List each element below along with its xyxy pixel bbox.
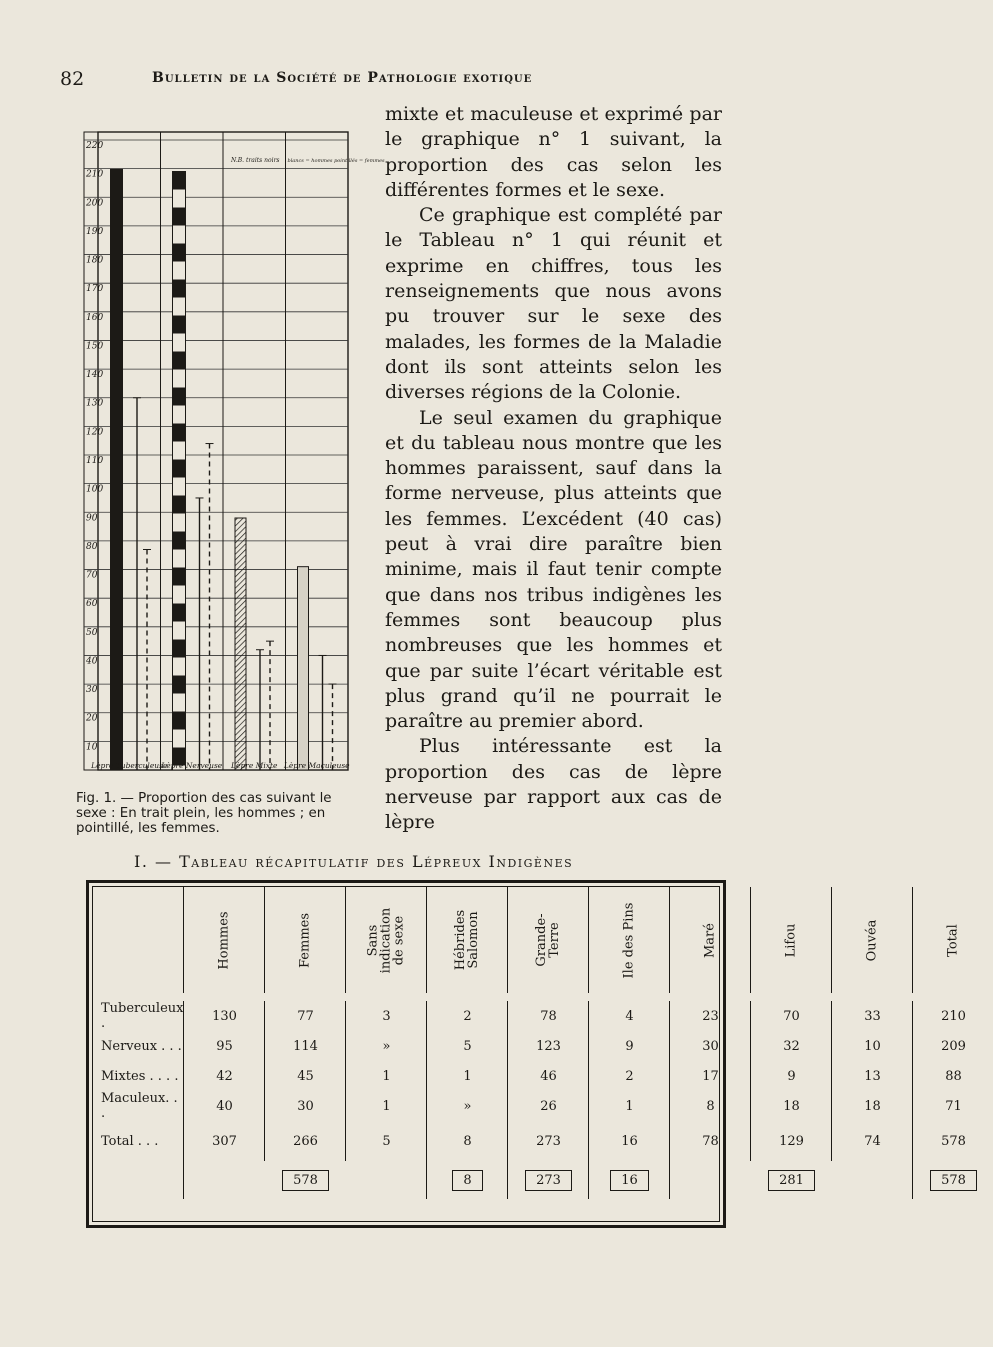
table-cell: 71 xyxy=(913,1091,993,1121)
y-tick-label: 180 xyxy=(86,255,104,266)
y-tick-label: 200 xyxy=(86,198,104,209)
col-header xyxy=(265,887,346,993)
y-tick-label: 50 xyxy=(86,627,98,638)
table-cell: 9 xyxy=(589,1031,670,1061)
table-cell: 16 xyxy=(589,1121,670,1161)
col-header-label: Ile des Pins xyxy=(621,902,637,978)
col-header xyxy=(589,887,670,993)
y-tick-label: 190 xyxy=(86,226,104,237)
subtotal-cell xyxy=(184,1161,427,1199)
total-bar-segment xyxy=(173,280,186,298)
category-label: Lèpre Nerveuse xyxy=(161,761,223,770)
y-tick-label: 220 xyxy=(86,141,104,151)
total-bar xyxy=(110,169,123,770)
table-cell: 8 xyxy=(427,1121,508,1161)
row-label: Mixtes . . . . xyxy=(101,1068,179,1084)
subtotal-value: 16 xyxy=(610,1170,649,1191)
y-tick-label: 40 xyxy=(86,656,98,667)
col-header xyxy=(832,887,913,993)
table-cell: 9 xyxy=(751,1061,832,1091)
table-cell: » xyxy=(427,1091,508,1121)
table-cell: 210 xyxy=(913,1001,993,1031)
total-bar-segment xyxy=(173,352,186,370)
total-bar xyxy=(235,518,246,770)
table-cell: 266 xyxy=(265,1121,346,1161)
table-cell: 42 xyxy=(184,1061,265,1091)
y-tick-label: 120 xyxy=(86,427,104,438)
table-cell: 18 xyxy=(751,1091,832,1121)
subtotal-value: 8 xyxy=(452,1170,482,1191)
table-cell: 5 xyxy=(427,1031,508,1061)
total-row xyxy=(93,1121,993,1161)
row-label-header xyxy=(93,887,184,993)
table-cell: 2 xyxy=(589,1061,670,1091)
y-tick-label: 20 xyxy=(86,713,98,724)
total-bar-segment xyxy=(173,208,186,226)
total-bar-segment xyxy=(173,676,186,694)
table-cell: 70 xyxy=(751,1001,832,1031)
col-header-label: Grande-Terre xyxy=(534,913,563,967)
col-header-label: Sans indication de sexe xyxy=(365,907,407,973)
subtotal-cell xyxy=(670,1161,913,1199)
table-cell: 33 xyxy=(832,1001,913,1031)
category-label: Lèpre Maculeuse xyxy=(283,761,350,770)
table-cell: 3 xyxy=(346,1001,427,1031)
table-cell: 578 xyxy=(913,1121,993,1161)
col-header xyxy=(670,887,751,993)
col-header xyxy=(346,887,427,993)
y-tick-label: 110 xyxy=(86,456,104,466)
page-header xyxy=(60,68,740,98)
total-bar-segment xyxy=(173,424,186,442)
body-text xyxy=(385,102,722,836)
y-tick-label: 140 xyxy=(86,370,104,381)
col-header-label: Lifou xyxy=(783,923,799,957)
subtotal-cell xyxy=(508,1161,589,1199)
y-tick-label: 70 xyxy=(86,570,98,581)
total-bar-segment xyxy=(173,532,186,550)
table-cell: 2 xyxy=(427,1001,508,1031)
table-cell: 123 xyxy=(508,1031,589,1061)
col-header-label: Hébrides Salomon xyxy=(453,909,482,971)
total-bar-segment xyxy=(173,568,186,586)
category-label: Lèpre Tuberculeuse xyxy=(91,761,168,770)
paragraph-2: Ce graphique est complété par le Tableau n° 1 qui réunit et exprime en chiffres, tous les renseignements que nous avons pu trouver sur le sexe des malades, les formes de la Maladie dont ils sont atteints selon les diverses régions de la Colonie. xyxy=(385,204,722,404)
y-tick-label: 210 xyxy=(86,169,104,180)
table-cell: 77 xyxy=(265,1001,346,1031)
table-cell: 95 xyxy=(184,1031,265,1061)
subtotal-value: 578 xyxy=(282,1170,329,1191)
row-label: Maculeux. . . xyxy=(101,1091,178,1121)
table-cell: 46 xyxy=(508,1061,589,1091)
table-cell: 23 xyxy=(670,1001,751,1031)
table-header-row xyxy=(93,887,993,993)
summary-table xyxy=(93,887,993,1199)
table-cell: 17 xyxy=(670,1061,751,1091)
total-bar-segment xyxy=(173,316,186,334)
col-header xyxy=(184,887,265,993)
table-cell: 26 xyxy=(508,1091,589,1121)
row-label: Total . . . xyxy=(101,1133,159,1149)
table-cell: 8 xyxy=(670,1091,751,1121)
total-bar-segment xyxy=(173,604,186,622)
table-cell: 10 xyxy=(832,1031,913,1061)
total-bar-segment xyxy=(173,640,186,658)
table-cell: 40 xyxy=(184,1091,265,1121)
table-row xyxy=(93,1031,993,1061)
y-tick-label: 30 xyxy=(86,685,98,696)
total-bar-segment xyxy=(173,496,186,514)
subtotal-cell xyxy=(93,1161,184,1199)
table-cell: 45 xyxy=(265,1061,346,1091)
table-cell: 1 xyxy=(589,1091,670,1121)
y-tick-label: 60 xyxy=(86,599,98,610)
running-title: Bulletin de la Société de Pathologie exotique xyxy=(152,70,533,86)
subtotal-value: 273 xyxy=(525,1170,572,1191)
total-bar-segment xyxy=(173,460,186,478)
total-bar-segment xyxy=(173,712,186,730)
category-label: Lèpre Mixte xyxy=(231,761,278,770)
subtotal-row xyxy=(93,1161,993,1199)
table-cell: 307 xyxy=(184,1121,265,1161)
table-cell: 1 xyxy=(427,1061,508,1091)
table-title: I. — Tableau récapitulatif des Lépreux Indigènes xyxy=(134,852,574,871)
figure-1-chart xyxy=(84,128,385,783)
table-cell: 273 xyxy=(508,1121,589,1161)
paragraph-3: Le seul examen du graphique et du tableau nous montre que les hommes paraissent, sauf dans la forme nerveuse, plus atteints que les femmes. L’excédent (40 cas) peut à vrai dire paraître bien minime, mais il faut tenir compte que dans nos tribus indigènes les femmes sont beaucoup plus nombreuses que les hommes et que par suite l’écart véritable est plus grand qu’il ne pourrait le paraître au premier abord. xyxy=(385,406,722,733)
page-number: 82 xyxy=(60,68,85,90)
table-cell: 30 xyxy=(670,1031,751,1061)
subtotal-value: 281 xyxy=(768,1170,815,1191)
subtotal-cell xyxy=(589,1161,670,1199)
total-bar-segment xyxy=(173,244,186,262)
table-cell: 78 xyxy=(508,1001,589,1031)
table-cell: » xyxy=(346,1031,427,1061)
summary-table-frame xyxy=(86,880,966,1228)
y-tick-label: 170 xyxy=(86,284,104,295)
y-tick-label: 10 xyxy=(86,742,98,753)
y-tick-label: 80 xyxy=(86,541,98,552)
table-cell: 1 xyxy=(346,1091,427,1121)
figure-caption: Fig. 1. — Proportion des cas suivant le sexe : En trait plein, les hommes ; en pointillé, les femmes. xyxy=(76,791,332,836)
y-tick-label: 150 xyxy=(86,341,104,352)
table-cell: 114 xyxy=(265,1031,346,1061)
row-label: Nerveux . . . xyxy=(101,1038,182,1054)
col-header xyxy=(508,887,589,993)
table-cell: 130 xyxy=(184,1001,265,1031)
col-header-label: Ouvéa xyxy=(864,919,880,961)
subtotal-cell xyxy=(427,1161,508,1199)
legend-note: N.B. traits noirs xyxy=(231,157,280,164)
col-header-label: Maré xyxy=(702,922,718,958)
total-bar xyxy=(298,567,309,770)
total-bar-segment xyxy=(173,172,186,190)
col-header-label: Hommes xyxy=(216,910,232,970)
table-cell: 1 xyxy=(346,1061,427,1091)
table-cell: 74 xyxy=(832,1121,913,1161)
col-header-label: Total xyxy=(945,923,961,957)
y-tick-label: 100 xyxy=(86,484,104,495)
col-header-label: Femmes xyxy=(297,912,313,968)
table-cell: 129 xyxy=(751,1121,832,1161)
table-row xyxy=(93,1091,993,1121)
table-cell: 30 xyxy=(265,1091,346,1121)
table-cell: 78 xyxy=(670,1121,751,1161)
paragraph-4: Plus intéressante est la proportion des cas de lèpre nerveuse par rapport aux cas de lèpre xyxy=(385,735,722,834)
col-header xyxy=(427,887,508,993)
table-cell: 32 xyxy=(751,1031,832,1061)
spacer xyxy=(93,993,993,1001)
y-tick-label: 160 xyxy=(86,312,104,323)
table-cell: 13 xyxy=(832,1061,913,1091)
y-tick-label: 130 xyxy=(86,398,104,409)
total-bar-segment xyxy=(173,388,186,406)
col-header xyxy=(751,887,832,993)
subtotal-value: 578 xyxy=(930,1170,977,1191)
table-cell: 209 xyxy=(913,1031,993,1061)
row-label: Tuberculeux . xyxy=(101,1001,184,1031)
col-header xyxy=(913,887,993,993)
table-cell: 4 xyxy=(589,1001,670,1031)
table-cell: 18 xyxy=(832,1091,913,1121)
y-tick-label: 90 xyxy=(86,513,98,524)
table-cell: 5 xyxy=(346,1121,427,1161)
table-cell: 88 xyxy=(913,1061,993,1091)
legend-note: blancs = hommes pointillés = femmes xyxy=(287,158,385,164)
table-row xyxy=(93,1061,993,1091)
table-row xyxy=(93,1001,993,1031)
subtotal-cell xyxy=(913,1161,993,1199)
paragraph-1: mixte et maculeuse et exprimé par le graphique n° 1 suivant, la proportion des cas selon les différentes formes et le sexe. xyxy=(385,103,722,201)
